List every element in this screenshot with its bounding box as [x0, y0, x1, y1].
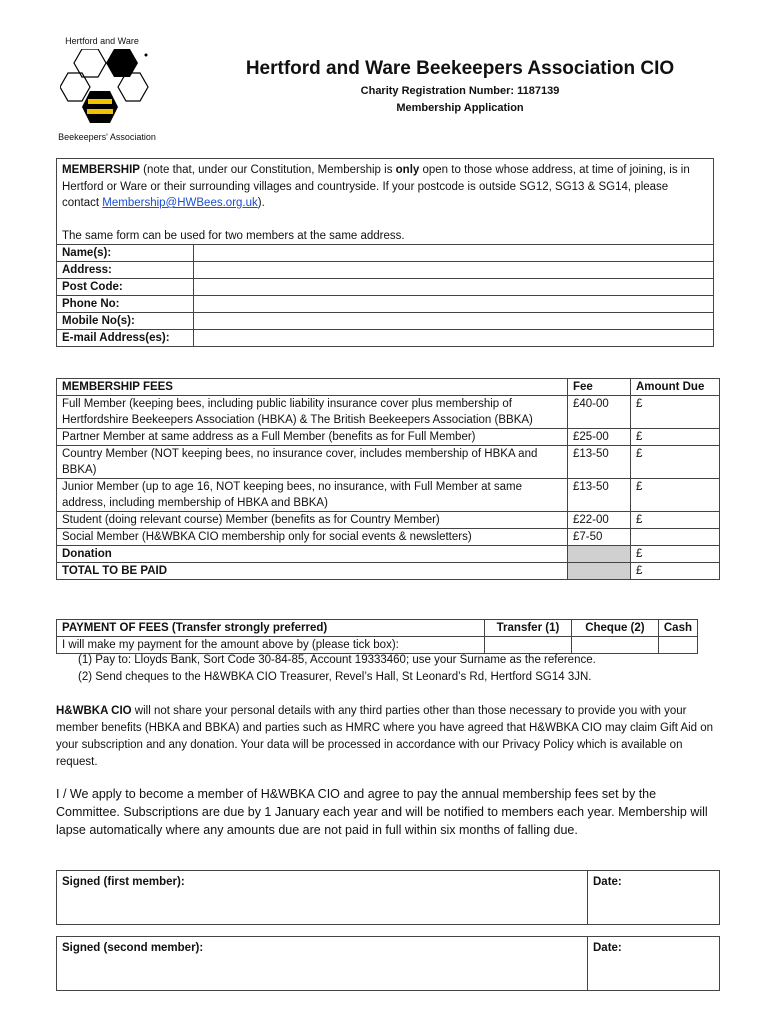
fee-desc: Student (doing relevant course) Member (benefits as for Country Member) [57, 512, 568, 529]
payment-option-2: (2) Send cheques to the H&WBKA CIO Treasurer, Revel’s Hall, St Leonard’s Rd, Hertford SG14 3JN. [78, 671, 592, 683]
privacy-lead: H&WBKA CIO [56, 705, 132, 717]
membership-text2: open to those whose address, at time of joining, is in Hertford or Ware or their surrounding villages and countryside. If your postcode is outside SG12, SG13 & SG14, please contact [62, 164, 690, 209]
membership-intro [57, 159, 714, 245]
fee-amount-due[interactable]: £ [631, 429, 720, 446]
date-first-label: Date: [593, 876, 622, 888]
fees-header-fee: Fee [568, 379, 631, 396]
fee-desc: Full Member (keeping bees, including public liability insurance cover plus membership of Hertfordshire Beekeepers Association (HBKA) & The British Beekeepers Association (BBKA) [57, 396, 568, 429]
membership-only: only [395, 164, 420, 176]
transfer-tick-box[interactable] [485, 637, 572, 654]
date-second-field[interactable] [588, 937, 720, 991]
privacy-paragraph [56, 703, 720, 771]
mobile-input[interactable] [194, 313, 714, 330]
agreement-paragraph: I / We apply to become a member of H&WBKA CIO and agree to pay the annual membership fees set by the Committee. Subscriptions are due by 1 January each year and will be notified to members each year. Membership will lapse automatically where any amounts due are not paid in full within six months of falling due. [56, 787, 708, 837]
payment-col-cheque: Cheque (2) [571, 620, 658, 637]
signature-first-field[interactable] [57, 871, 588, 925]
date-second-label: Date: [593, 942, 622, 954]
membership-email-link[interactable]: Membership@HWBees.org.uk [102, 197, 258, 209]
total-label: TOTAL TO BE PAID [57, 563, 568, 580]
fee-value: £13-50 [568, 446, 631, 479]
signature-first-table [56, 870, 720, 925]
fee-row-junior [57, 479, 720, 512]
signature-second-table [56, 936, 720, 991]
fee-value: £25-00 [568, 429, 631, 446]
cash-tick-box[interactable] [658, 637, 697, 654]
association-logo [52, 36, 162, 146]
payment-col-transfer: Transfer (1) [485, 620, 572, 637]
field-label-phone: Phone No: [57, 296, 194, 313]
address-input[interactable] [194, 262, 714, 279]
membership-note: The same form can be used for two members at the same address. [62, 229, 405, 242]
payment-table [56, 619, 698, 654]
signature-second-label: Signed (second member): [62, 942, 204, 954]
fee-row-partner [57, 429, 720, 446]
privacy-text: will not share your personal details with any third parties other than those necessary to provide you with your member benefits (HBKA and BBKA) and parties such as HMRC where you have agreed that H&WBKA CIO may claim Gift Aid on your subscription and any donation. Your data will be processed in accordance with our Privacy Policy which is available on request. [56, 705, 714, 768]
date-first-field[interactable] [588, 871, 720, 925]
logo-top-text: Hertford and Ware [65, 36, 139, 46]
field-label-postcode: Post Code: [57, 279, 194, 296]
fee-amount-due[interactable]: £ [631, 512, 720, 529]
membership-heading: MEMBERSHIP [62, 164, 140, 176]
honeycomb-bee-icon [60, 49, 152, 131]
field-label-address: Address: [57, 262, 194, 279]
fee-desc: Partner Member at same address as a Full Member (benefits as for Full Member) [57, 429, 568, 446]
donation-amount[interactable]: £ [631, 546, 720, 563]
fee-amount-due[interactable]: £ [631, 446, 720, 479]
fees-header-due: Amount Due [631, 379, 720, 396]
fee-value: £7-50 [568, 529, 631, 546]
donation-fee-cell [568, 546, 631, 563]
payment-col-cash: Cash [658, 620, 697, 637]
name-input[interactable] [194, 245, 714, 262]
fee-row-country [57, 446, 720, 479]
payment-heading: PAYMENT OF FEES (Transfer strongly preferred) [57, 620, 485, 637]
signature-second-field[interactable] [57, 937, 588, 991]
field-label-name: Name(s): [57, 245, 194, 262]
fee-value: £13-50 [568, 479, 631, 512]
membership-text1: (note that, under our Constitution, Membership is [143, 164, 393, 176]
fee-desc: Country Member (NOT keeping bees, no insurance cover, includes membership of HBKA and BBKA) [57, 446, 568, 479]
form-title: Membership Application [396, 102, 524, 114]
payment-option-1: (1) Pay to: Lloyds Bank, Sort Code 30-84-85, Account 19333460; use your Surname as the reference. [78, 654, 596, 666]
membership-text3: ). [257, 197, 265, 209]
email-input[interactable] [194, 330, 714, 347]
signature-first-label: Signed (first member): [62, 876, 185, 888]
total-amount[interactable]: £ [631, 563, 720, 580]
logo-bottom-text: Beekeepers' Association [58, 132, 156, 142]
phone-input[interactable] [194, 296, 714, 313]
membership-table [56, 158, 714, 347]
charity-number: Charity Registration Number: 1187139 [360, 85, 560, 97]
fee-row-full [57, 396, 720, 429]
field-label-email: E-mail Address(es): [57, 330, 194, 347]
fee-value: £40-00 [568, 396, 631, 429]
field-label-mobile: Mobile No(s): [57, 313, 194, 330]
cheque-tick-box[interactable] [571, 637, 658, 654]
payment-row-text: I will make my payment for the amount above by (please tick box): [57, 637, 485, 654]
fee-amount-due[interactable]: £ [631, 479, 720, 512]
total-fee-cell [568, 563, 631, 580]
fee-amount-due[interactable]: £ [631, 396, 720, 429]
fee-desc: Junior Member (up to age 16, NOT keeping bees, no insurance, with Full Member at same address, including membership of HBKA and BBKA) [57, 479, 568, 512]
fee-desc: Social Member (H&WBKA CIO membership only for social events & newsletters) [57, 529, 568, 546]
membership-fees-table [56, 378, 720, 580]
fee-value: £22-00 [568, 512, 631, 529]
fees-header-desc: MEMBERSHIP FEES [57, 379, 568, 396]
postcode-input[interactable] [194, 279, 714, 296]
fee-row-social [57, 529, 720, 546]
donation-label: Donation [57, 546, 568, 563]
page-title: Hertford and Ware Beekeepers Association CIO [245, 58, 675, 79]
fee-row-student [57, 512, 720, 529]
fee-amount-due[interactable] [631, 529, 720, 546]
